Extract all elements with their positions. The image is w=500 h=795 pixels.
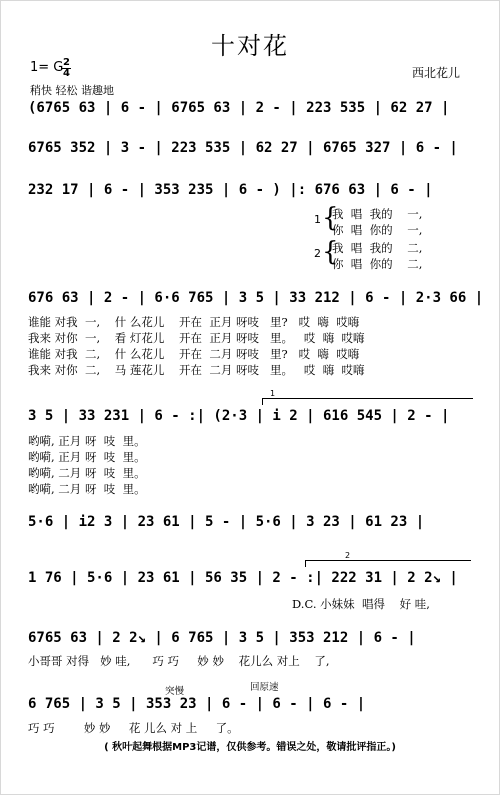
volta-1-number: 1 [270,389,276,398]
score-row-2: 6765 352 | 3 - | 223 535 | 62 27 | 6765 327 | 6 - | [28,140,458,156]
score-row-5: 3 5 | 33 231 | 6 - :| (2·3 | i 2 | 616 545 | 2 - | [28,408,450,424]
volta-2-number: 2 [345,551,351,560]
lyrics-row7: D.C. 小妹妹 唱得 好 哇, [292,597,430,611]
key-signature: 1= G [30,60,64,75]
lyrics-row8: 小哥哥 对得 妙 哇, 巧 巧 妙 妙 花儿么 对上 了, [28,654,330,668]
score-row-1: (6765 63 | 6 - | 6765 63 | 2 - | 223 535 | 62 27 | [28,100,450,116]
verse-2-number: 2 [314,247,321,260]
score-row-7: 1 76 | 5·6 | 23 61 | 56 35 | 2 - :| 222 31 | 2 2↘ | [28,570,458,586]
lyrics-row5-line-3: 哟嗬, 二月 呀 吱 里。 [28,466,146,480]
score-row-3: 232 17 | 6 - | 353 235 | 6 - ) |: 676 63 | 6 - | [28,182,433,198]
lyrics-row4-line-2: 我来 对你 一, 看 灯花儿 开在 正月 呀吱 里。 哎 嗨 哎嗨 [28,331,365,345]
lyrics-row4-line-3: 谁能 对我 二, 什 么花儿 开在 二月 呀吱 里? 哎 嗨 哎嗨 [28,347,360,361]
lyrics-row5-line-4: 哟嗬, 二月 呀 吱 里。 [28,482,146,496]
song-region: 西北花儿 [411,66,460,80]
verse-intro-line-4: 你 唱 你的 二, [332,257,423,271]
volta-2-bracket [305,560,471,567]
score-row-4: 676 63 | 2 - | 6·6 765 | 3 5 | 33 212 | 6 - | 2·3 66 | [28,290,484,306]
volta-1-bracket [262,398,473,405]
tempo-marking: 稍快 轻松 谐趣地 [30,84,114,97]
lyrics-row5-line-2: 哟嗬, 正月 呀 吱 里。 [28,450,146,464]
score-row-9: 6 765 | 3 5 | 353 23 | 6 - | 6 - | 6 - | [28,696,366,712]
song-title: 十对花 [211,32,289,60]
score-row-8: 6765 63 | 2 2↘ | 6 765 | 3 5 | 353 212 | 6 - | [28,630,416,646]
footer-note: ( 秋叶起舞根据MP3记谱，仅供参考。错误之处，敬请批评指正。) [104,742,396,753]
marking-a-tempo: 回原速 [250,682,279,693]
lyrics-row4-line-4: 我来 对你 二, 马 莲花儿 开在 二月 呀吱 里。 哎 嗨 哎嗨 [28,363,365,377]
time-bottom: 4 [63,68,70,79]
verse-1-number: 1 [314,213,321,226]
time-top: 2 [63,57,70,68]
lyrics-row4-line-1: 谁能 对我 一, 什 么花儿 开在 正月 呀吱 里? 哎 嗨 哎嗨 [28,315,360,329]
verse-1-brace: { [322,203,339,233]
verse-intro-line-2: 你 唱 你的 一, [332,223,423,237]
lyrics-row9: 巧 巧 妙 妙 花 儿么 对 上 了。 [28,721,239,735]
verse-2-brace: { [322,237,339,267]
score-row-6: 5·6 | i2 3 | 23 61 | 5 - | 5·6 | 3 23 | 61 23 | [28,514,425,530]
time-signature [62,58,71,79]
verse-intro-line-1: 我 唱 我的 一, [332,207,423,221]
marking-sudden-slow: 突慢 [165,686,185,697]
verse-intro-line-3: 我 唱 我的 二, [332,241,423,255]
lyrics-row5-line-1: 哟嗬, 正月 呀 吱 里。 [28,434,146,448]
